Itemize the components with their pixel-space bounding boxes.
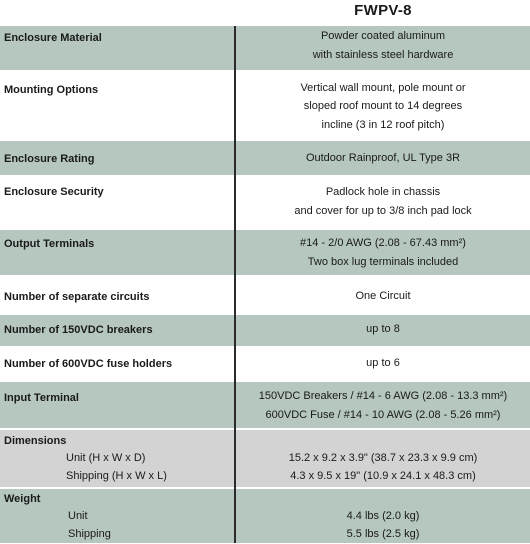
spec-row-separate-circuits xyxy=(0,277,530,313)
model-title: FWPV-8 xyxy=(354,2,412,19)
spec-sub-label: Unit (H x W x D) xyxy=(66,452,146,464)
spec-sub-label: Shipping (H x W x L) xyxy=(66,470,167,482)
spec-value-line: 150VDC Breakers / #14 - 6 AWG (2.08 - 13.3 mm²) xyxy=(258,390,508,402)
spec-row-150vdc-breakers xyxy=(0,315,530,346)
spec-row-enclosure-material xyxy=(0,26,530,70)
spec-row-output-terminals xyxy=(0,230,530,275)
column-divider xyxy=(234,26,236,543)
spec-label: Enclosure Security xyxy=(4,186,104,198)
spec-value-line: 15.2 x 9.2 x 3.9" (38.7 x 23.3 x 9.9 cm) xyxy=(288,452,478,464)
table-header xyxy=(0,0,530,26)
spec-row-weight xyxy=(0,489,530,543)
spec-value-line: #14 - 2/0 AWG (2.08 - 67.43 mm²) xyxy=(300,237,466,249)
spec-value-line: and cover for up to 3/8 inch pad lock xyxy=(294,205,472,217)
spec-sub-label: Unit xyxy=(68,510,88,522)
spec-value-line: 5.5 lbs (2.5 kg) xyxy=(346,528,420,540)
spec-value-line: with stainless steel hardware xyxy=(312,49,454,61)
spec-value-line: up to 8 xyxy=(366,323,400,335)
spec-row-600vdc-fuse-holders xyxy=(0,348,530,380)
spec-label: Input Terminal xyxy=(4,392,79,404)
spec-sub-label: Shipping xyxy=(68,528,111,540)
spec-value-line: Vertical wall mount, pole mount or xyxy=(300,82,466,94)
spec-label: Output Terminals xyxy=(4,238,95,250)
spec-value-line: Outdoor Rainproof, UL Type 3R xyxy=(305,152,461,164)
spec-label: Enclosure Rating xyxy=(4,153,95,165)
spec-value-line: Two box lug terminals included xyxy=(307,256,459,268)
spec-value-line: Powder coated aluminum xyxy=(320,30,446,42)
spec-label: Number of 600VDC fuse holders xyxy=(4,358,173,370)
spec-row-input-terminal xyxy=(0,382,530,428)
spec-label: Mounting Options xyxy=(4,84,99,96)
spec-value-line: 4.4 lbs (2.0 kg) xyxy=(346,510,420,522)
spec-value-line: 4.3 x 9.5 x 19" (10.9 x 24.1 x 48.3 cm) xyxy=(290,470,476,482)
spec-label: Enclosure Material xyxy=(4,32,102,44)
spec-value-line: sloped roof mount to 14 degrees xyxy=(303,100,463,112)
spec-label: Weight xyxy=(4,493,41,505)
spec-label: Number of separate circuits xyxy=(4,291,150,303)
spec-label: Dimensions xyxy=(4,435,67,447)
spec-value-line: incline (3 in 12 roof pitch) xyxy=(321,119,445,131)
spec-row-enclosure-security xyxy=(0,177,530,228)
spec-value-line: One Circuit xyxy=(355,290,411,302)
spec-value-line: up to 6 xyxy=(366,357,400,369)
spec-row-mounting-options xyxy=(0,72,530,138)
spec-label: Number of 150VDC breakers xyxy=(4,324,153,336)
spec-row-dimensions xyxy=(0,430,530,487)
spec-value-line: 600VDC Fuse / #14 - 10 AWG (2.08 - 5.26 mm²) xyxy=(265,409,501,421)
spec-value-line: Padlock hole in chassis xyxy=(325,186,441,198)
spec-row-enclosure-rating xyxy=(0,141,530,175)
